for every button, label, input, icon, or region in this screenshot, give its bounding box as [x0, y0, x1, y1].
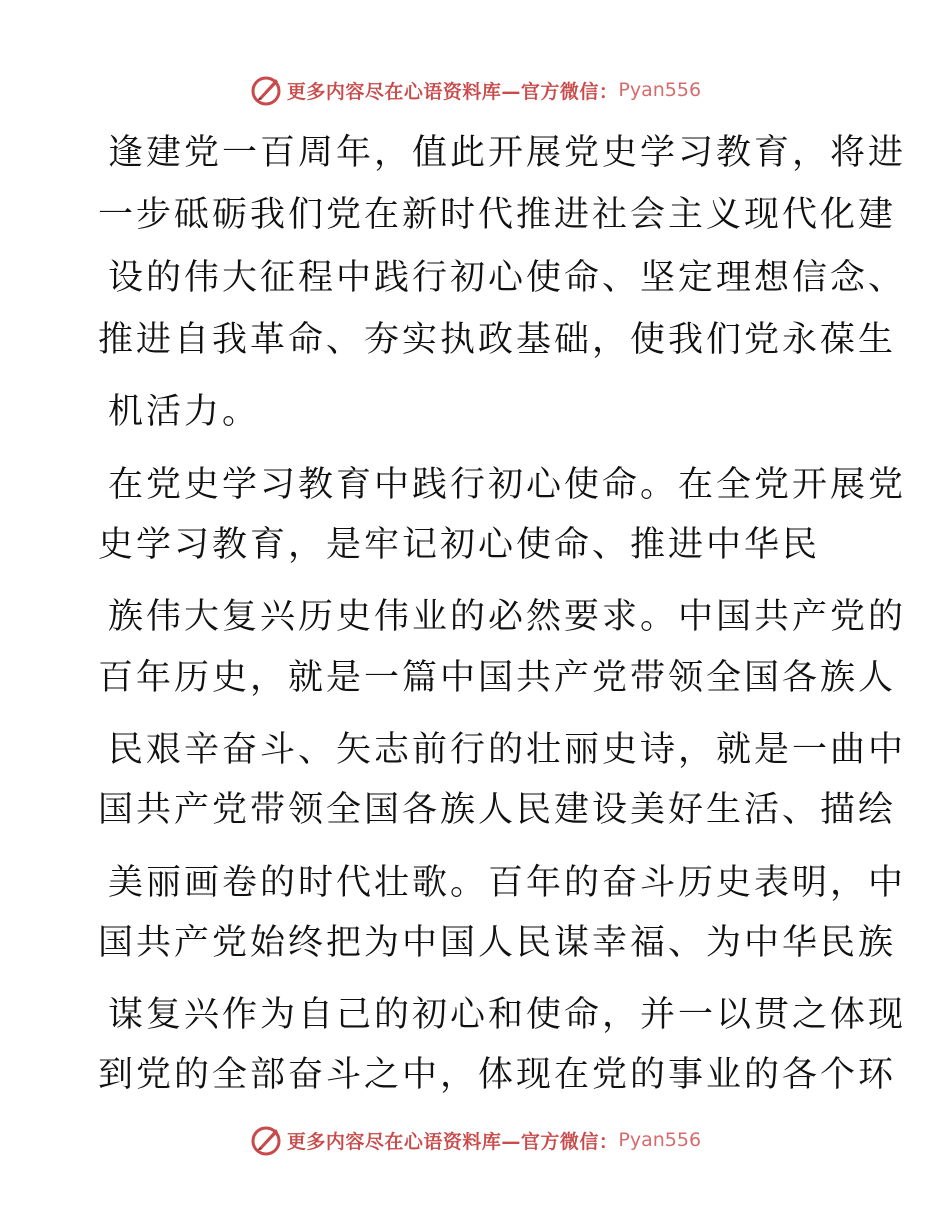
text-line: 百年历史，就是一篇中国共产党带领全国各族人 [98, 658, 897, 698]
text-line: 一步砥砺我们党在新时代推进社会主义现代化建 [98, 195, 897, 235]
watermark-text: 更多内容尽在心语资料库—官方微信： [286, 80, 619, 103]
watermark-handle: Pyan556 [618, 1129, 702, 1151]
text-line: 机活力。 [108, 392, 261, 432]
text-line: 谋复兴作为自己的初心和使命，并一以贯之体现 [108, 995, 907, 1035]
text-line: 民艰辛奋斗、矢志前行的壮丽史诗，就是一曲中 [108, 730, 907, 770]
text-line: 史学习教育，是牢记初心使命、推进中华民 [98, 525, 821, 565]
text-line: 逢建党一百周年，值此开展党史学习教育，将进 [108, 133, 907, 173]
watermark-handle: Pyan556 [618, 79, 702, 101]
footer-watermark [0, 1120, 950, 1160]
text-line: 族伟大复兴历史伟业的必然要求。中国共产党的 [108, 597, 907, 637]
text-line: 美丽画卷的时代壮歌。百年的奋斗历史表明，中 [108, 863, 907, 903]
text-line: 到党的全部奋斗之中，体现在党的事业的各个环 [98, 1055, 897, 1095]
text-line: 国共产党始终把为中国人民谋幸福、为中华民族 [98, 923, 897, 963]
quill-logo-icon [249, 1123, 283, 1157]
text-line: 在党史学习教育中践行初心使命。在全党开展党 [108, 465, 907, 505]
text-line: 设的伟大征程中践行初心使命、坚定理想信念、 [108, 258, 907, 298]
header-watermark [0, 70, 950, 110]
watermark-text: 更多内容尽在心语资料库—官方微信： [286, 1130, 619, 1153]
text-line: 国共产党带领全国各族人民建设美好生活、描绘 [98, 790, 897, 830]
quill-logo-icon [249, 73, 283, 107]
text-line: 推进自我革命、夯实执政基础，使我们党永葆生 [98, 320, 897, 360]
